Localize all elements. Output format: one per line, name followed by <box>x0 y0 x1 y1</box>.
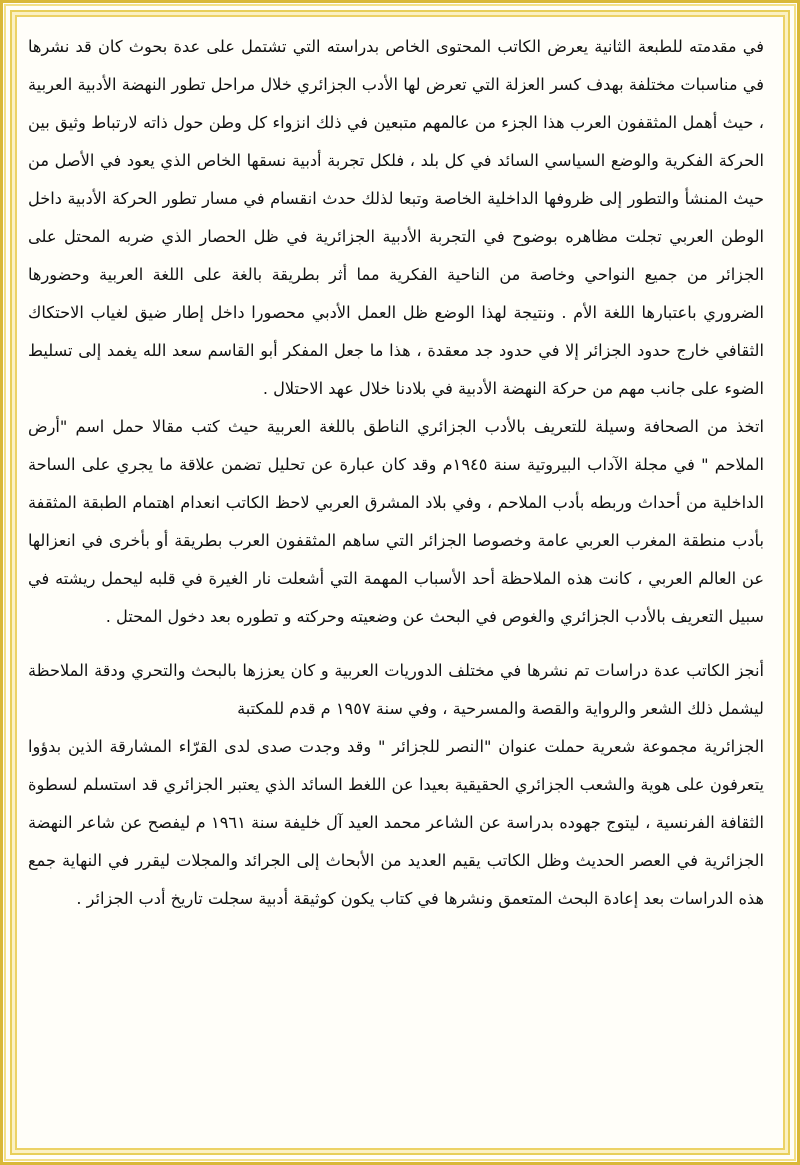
paragraph-press: اتخذ من الصحافة وسيلة للتعريف بالأدب الجزائري الناطق باللغة العربية حيث كتب مقالا حمل اسم "أرض الملاحم " في مجلة الآداب البيروتية سنة ١٩٤٥م وقد كان عبارة عن تحليل تضمن علاقة ما يجري على الساحة الداخلية من أحداث وربطه بأدب الملاحم ، وفي بلاد المشرق العربي لاحظ الكاتب انعدام اهتمام الطبقة المثقفة بأدب منطقة المغرب العربي عامة وخصوصا الجزائر التي ساهم المثقفون العرب بطريقة أو بأخرى في انعزالها عن العالم العربي ، كانت هذه الملاحظة أحد الأسباب المهمة التي أشعلت نار الغيرة في قلبه ليحمل ريشته في سبيل التعريف بالأدب الجزائري والغوص في البحث عن وضعيته وحركته و تطوره بعد دخول المحتل . <box>28 417 764 626</box>
document-body <box>28 28 764 918</box>
paragraph-intro: في مقدمته للطبعة الثانية يعرض الكاتب المحتوى الخاص بدراسته التي تشتمل على عدة بحوث كان قد نشرها في مناسبات مختلفة بهدف كسر العزلة التي تعرض لها الأدب الجزائري خلال مراحل تطور النهضة الأدبية العربية ، حيث أهمل المثقفون العرب هذا الجزء من عالمهم متبعين في ذلك انزواء كل وطن حول ذاته لارتباط وثيق بين الحركة الفكرية والوضع السياسي السائد في كل بلد ، فلكل تجربة أدبية نسقها الخاص الذي يعود في الأصل من حيث المنشأ والتطور إلى ظروفها الداخلية الخاصة وتبعا لذلك حدث انقسام في مسار تطور الحركة الأدبية داخل الوطن العربي تجلت مظاهره بوضوح في التجربة الأدبية الجزائرية في ظل الحصار الذي ضربه المحتل على الجزائر من جميع النواحي وخاصة من الناحية الفكرية مما أثر بطريقة بالغة على اللغة العربية وحضورها الضروري باعتبارها اللغة الأم . ونتيجة لهذا الوضع ظل العمل الأدبي محصورا داخل إطار ضيق لغياب الاحتكاك الثقافي خارج حدود الجزائر إلا في حدود جد معقدة ، هذا ما جعل المفكر أبو القاسم سعد الله يغمد إلى تسليط الضوء على جانب مهم من حركة النهضة الأدبية في بلادنا خلال عهد الاحتلال . <box>28 37 764 398</box>
paragraph-studies: أنجز الكاتب عدة دراسات تم نشرها في مختلف الدوريات العربية و كان يعززها بالبحث والتحري ودقة الملاحظة ليشمل ذلك الشعر والرواية والقصة والمسرحية ، وفي سنة ١٩٥٧ م قدم للمكتبة <box>28 661 764 718</box>
paragraph-poetry-collection: الجزائرية مجموعة شعرية حملت عنوان "النصر للجزائر " وقد وجدت صدى لدى القرّاء المشارقة الذين بدؤوا يتعرفون على هوية والشعب الجزائري الحقيقية بعيدا عن اللغط السائد الذي يعتبر الجزائري قد استسلم لسطوة الثقافة الفرنسية ، ليتوج جهوده بدراسة عن الشاعر محمد العيد آل خليفة سنة ١٩٦١ م ليفصح عن شاعر النهضة الجزائرية في العصر الحديث وظل الكاتب يقيم العديد من الأبحاث إلى الجرائد والمجلات ليقرر في النهاية جمع هذه الدراسات بعد إعادة البحث المتعمق ونشرها في كتاب يكون كوثيقة أدبية سجلت تاريخ أدب الجزائر . <box>28 737 764 908</box>
